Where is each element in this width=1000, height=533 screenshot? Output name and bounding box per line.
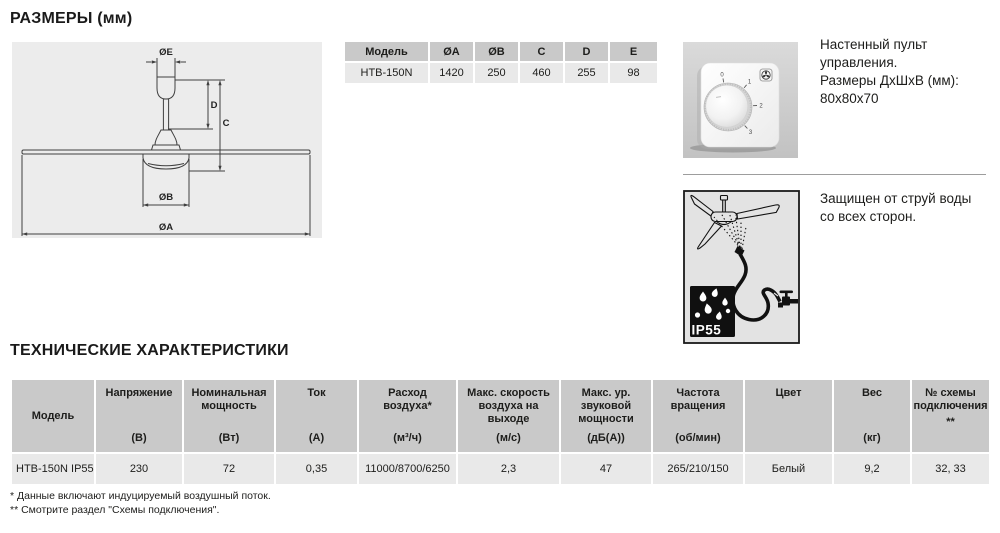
spec-col-weight: Вес (кг) xyxy=(834,380,910,452)
specs-section-title: ТЕХНИЧЕСКИЕ ХАРАКТЕРИСТИКИ xyxy=(10,342,289,359)
spec-cell-color: Белый xyxy=(745,454,832,484)
spec-col-wiring: № схемы подключения ** xyxy=(912,380,989,452)
spec-col-airspeed: Макс. скорость воздуха на выходе (м/с) xyxy=(458,380,559,452)
ip55-badge-label: IP55 xyxy=(691,322,722,338)
knob-mark-0: 0 xyxy=(720,72,724,79)
dim-cell-c: 460 xyxy=(520,63,563,83)
spec-cell-power: 72 xyxy=(184,454,274,484)
dim-cell-d: 255 xyxy=(565,63,608,83)
dimension-table xyxy=(345,42,657,83)
dim-cell-e: 98 xyxy=(610,63,657,83)
spec-cell-wiring: 32, 33 xyxy=(912,454,989,484)
protection-line-2: со всех сторон. xyxy=(820,209,917,224)
spec-col-current: Ток (А) xyxy=(276,380,357,452)
section-divider xyxy=(683,174,986,175)
spec-col-power: Номинальная мощность (Вт) xyxy=(184,380,274,452)
spec-cell-weight: 9,2 xyxy=(834,454,910,484)
dim-label-oe: ØE xyxy=(159,47,173,58)
spec-cell-current: 0,35 xyxy=(276,454,357,484)
footnote-1: * Данные включают индуцируемый воздушный поток. xyxy=(10,490,271,502)
footnote-2: ** Смотрите раздел "Схемы подключения". xyxy=(10,504,220,516)
dim-cell-model: HTB-150N xyxy=(345,63,428,83)
ip55-pictogram xyxy=(683,190,800,344)
dim-cell-ob: 250 xyxy=(475,63,518,83)
wall-controller-image xyxy=(683,42,798,158)
controller-photo xyxy=(683,42,798,158)
footnotes xyxy=(10,489,271,517)
dim-col-d: D xyxy=(565,42,608,61)
knob xyxy=(706,85,748,127)
spec-cell-airspeed: 2,3 xyxy=(458,454,559,484)
dim-col-oa: ØA xyxy=(430,42,473,61)
protection-line-1: Защищен от струй воды xyxy=(820,191,972,206)
controller-description xyxy=(820,36,995,108)
ip55-protection-image xyxy=(683,190,800,344)
spec-table xyxy=(12,380,989,484)
dimensions-section-title: РАЗМЕРЫ (мм) xyxy=(10,10,133,27)
dim-label-oa: ØA xyxy=(158,222,174,233)
spec-cell-noise: 47 xyxy=(561,454,651,484)
controller-line-4: 80x80x70 xyxy=(820,91,879,106)
dim-label-ob: ØB xyxy=(158,192,174,203)
dim-col-model: Модель xyxy=(345,42,428,61)
spec-cell-voltage: 230 xyxy=(96,454,182,484)
controller-line-3: Размеры ДхШхВ (мм): xyxy=(820,73,959,88)
dim-col-ob: ØB xyxy=(475,42,518,61)
dim-label-c: C xyxy=(222,118,230,129)
spec-col-noise: Макс. ур. звуковой мощности (дБ(А)) xyxy=(561,380,651,452)
dim-col-e: E xyxy=(610,42,657,61)
dim-cell-oa: 1420 xyxy=(430,63,473,83)
brand-logo-icon xyxy=(760,69,772,81)
knob-mark-3: 3 xyxy=(748,130,753,136)
ip55-description xyxy=(820,190,995,226)
fan-dimension-drawing xyxy=(12,42,322,238)
spec-col-color: Цвет xyxy=(745,380,832,452)
spec-col-voltage: Напряжение (В) xyxy=(96,380,182,452)
controller-line-1: Настенный пульт xyxy=(820,37,928,52)
knob-mark-2: 2 xyxy=(759,103,763,110)
knob-mark-1: 1 xyxy=(747,79,752,86)
ip55-badge xyxy=(690,286,735,338)
spec-col-rpm: Частота вращения (об/мин) xyxy=(653,380,743,452)
controller-line-2: управления. xyxy=(820,55,898,70)
spec-col-model: Модель xyxy=(12,380,94,452)
dim-col-c: C xyxy=(520,42,563,61)
spec-cell-airflow: 11000/8700/6250 xyxy=(359,454,456,484)
spec-col-airflow: Расход воздуха* (м³/ч) xyxy=(359,380,456,452)
dim-label-d: D xyxy=(210,100,218,111)
fan-dimension-diagram-panel xyxy=(12,42,322,238)
spec-cell-rpm: 265/210/150 xyxy=(653,454,743,484)
spec-cell-model: HTB-150N IP55 xyxy=(12,454,94,484)
